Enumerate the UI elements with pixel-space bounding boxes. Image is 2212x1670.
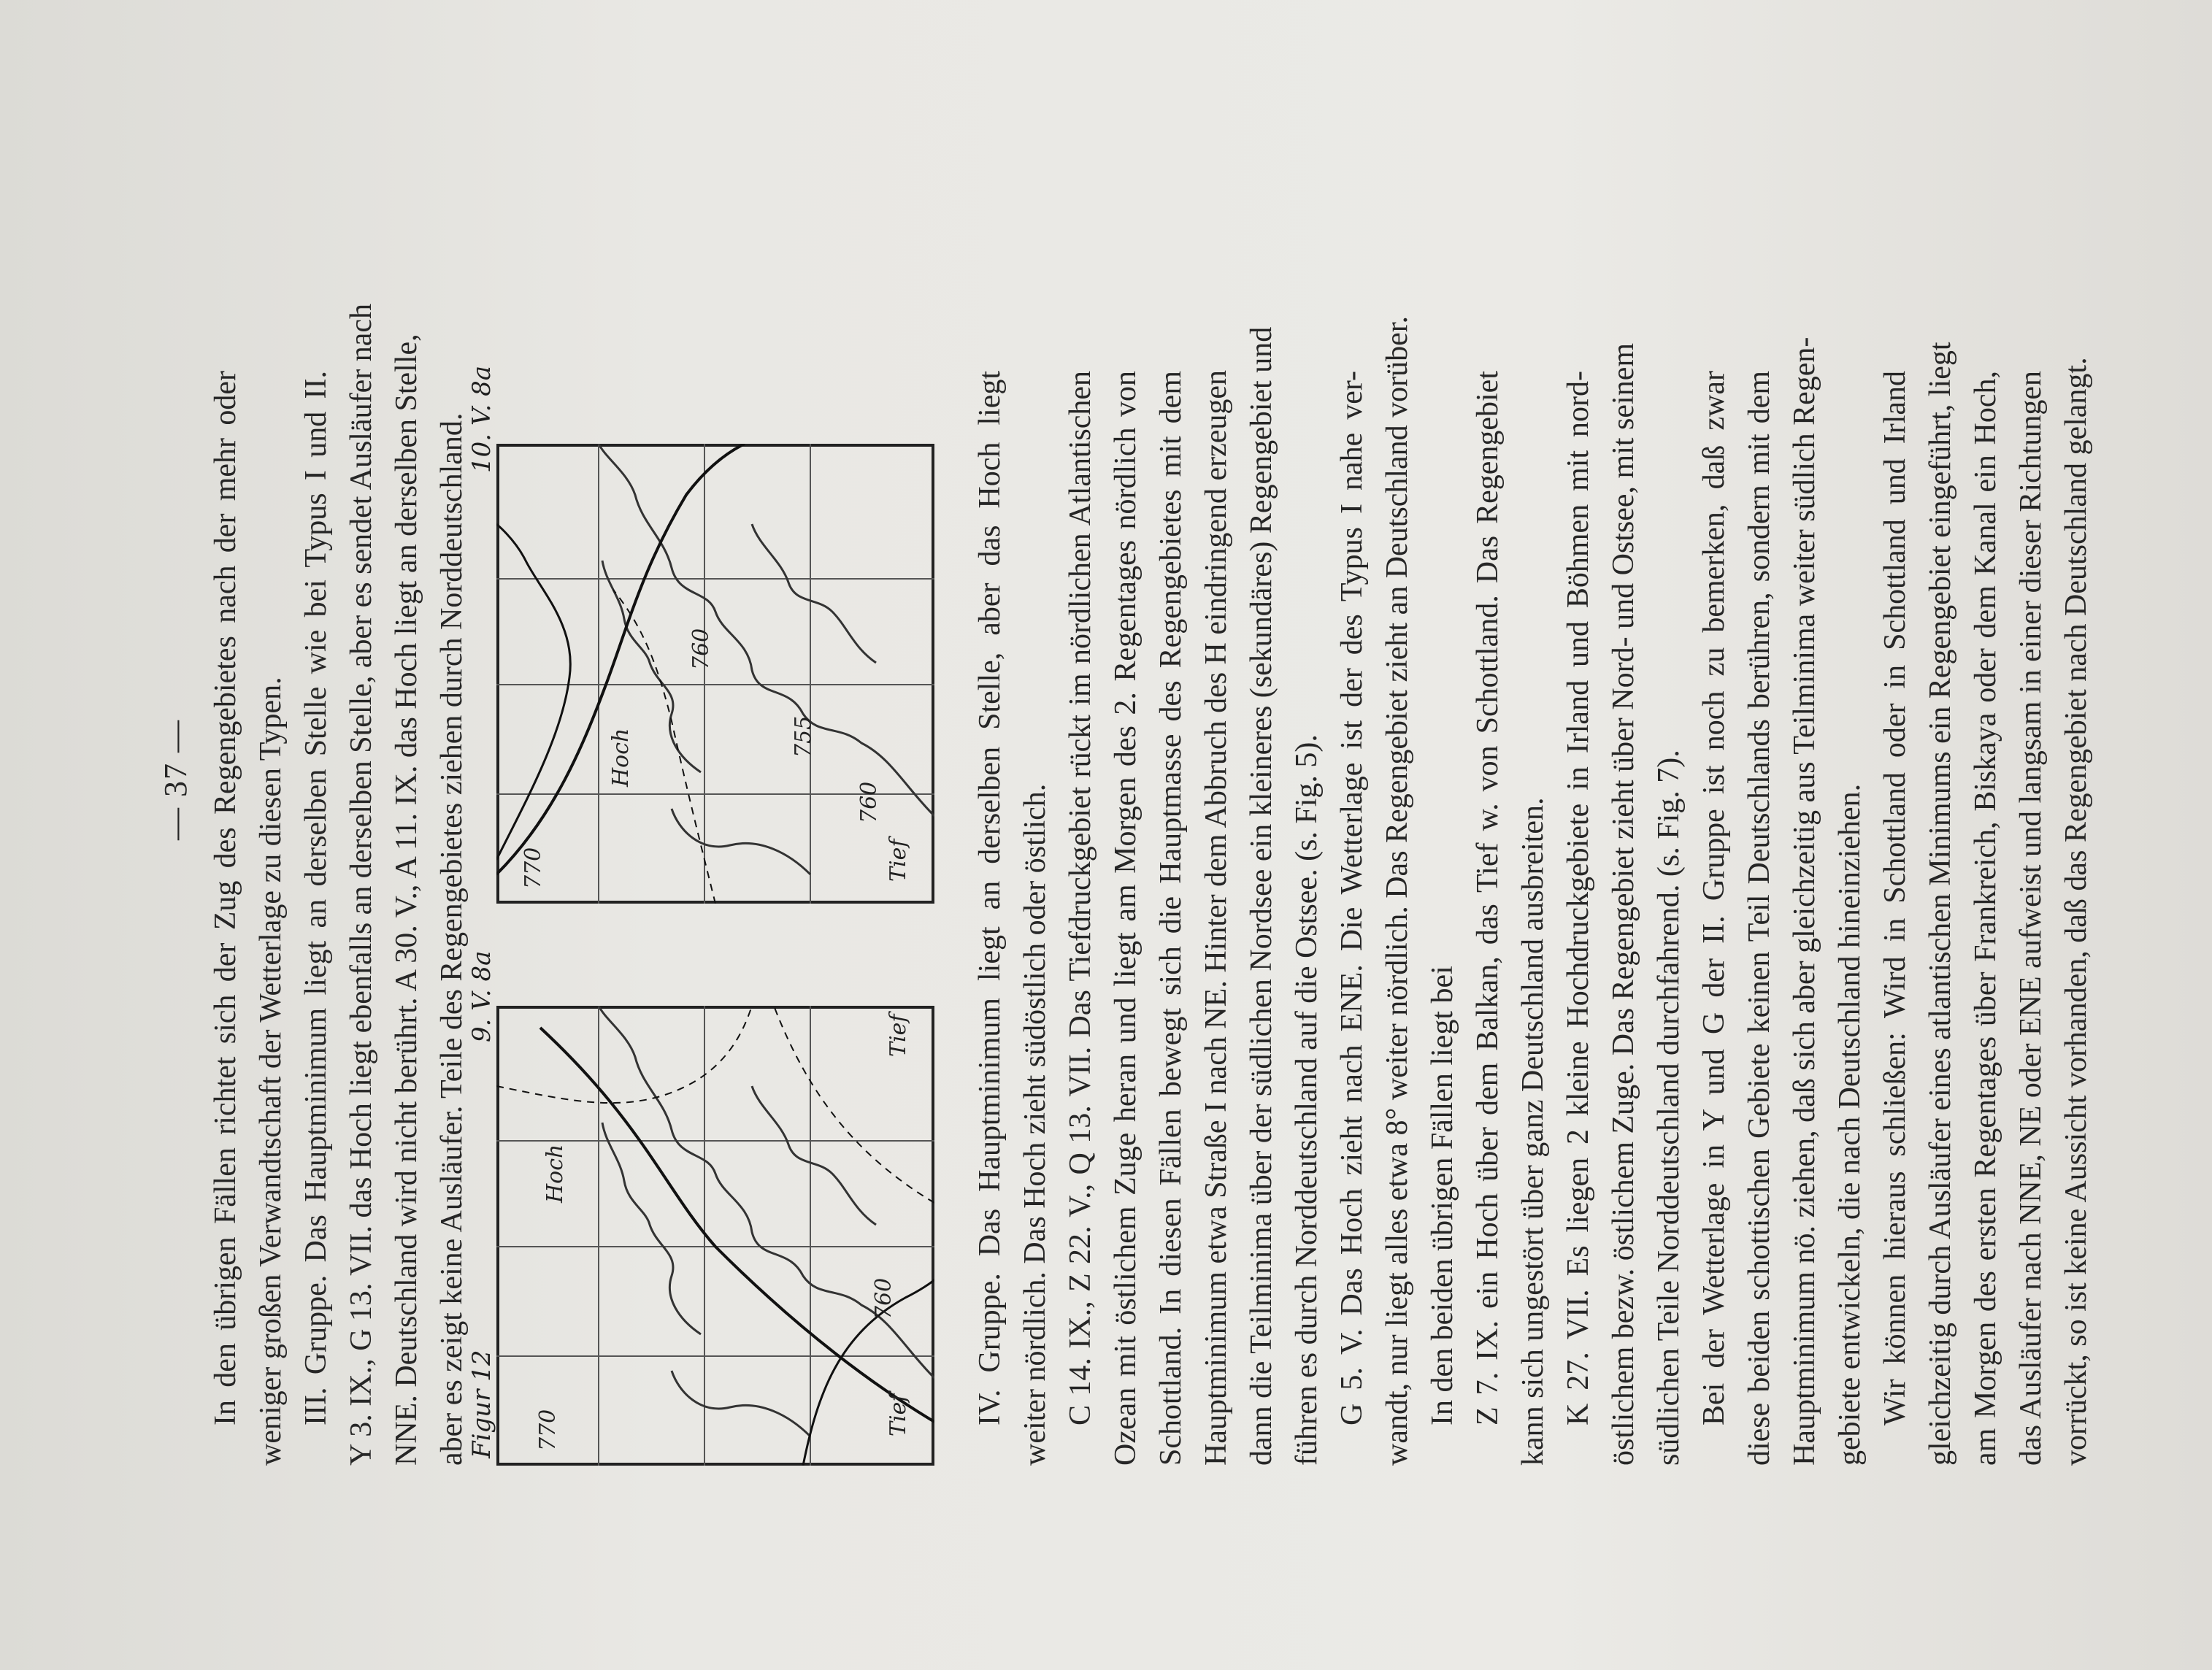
text-line: Schottland. In diesen Fällen bewegt sich die Hauptmasse des Regengebietes mit dem (1154, 371, 1188, 1466)
text-line: Hauptminimum nö. ziehen, daß sich aber gleichzeitig aus Teilminima weiter südlich Regen- (1788, 336, 1821, 1466)
map-left-iso-760: 760 (871, 1277, 896, 1320)
map-right-hoch: Hoch (608, 728, 634, 787)
text-line: wandt, nur liegt alles etwa 8° weiter nördlich. Das Regengebiet zieht an Deutschland vorüber. (1380, 316, 1414, 1466)
text-line: diese beiden schottischen Gebiete keinen Teil Deutschlands berühren, sondern mit dem (1743, 371, 1776, 1466)
text-line: dann die Teilminima über der südlichen Nordsee ein kleineres (sekundäres) Regengebiet und (1245, 326, 1278, 1466)
text-line: In den beiden übrigen Fällen liegt bei (1426, 966, 1459, 1425)
map-left-date: 9. V. 8a (467, 950, 496, 1042)
text-line: vorrückt, so ist keine Aussicht vorhanden, daß das Regengebiet nach Deutschland gelangt. (2059, 357, 2093, 1466)
paragraph-z7 (1465, 371, 1556, 1466)
text-line: IV. Gruppe. Das Hauptminimum liegt an derselben Stelle, aber das Hoch liegt (973, 371, 1007, 1425)
text-line: NNE. Deutschland wird nicht berührt. A 30. V., A 11. IX. das Hoch liegt an derselben Stelle, (390, 334, 423, 1466)
weather-map-right (496, 444, 934, 904)
paragraph-schluss (1873, 342, 2099, 1466)
map-left-tief-north: Tief (886, 1014, 911, 1057)
page-number: — 37 — (158, 719, 193, 840)
map-right-iso-760a: 760 (856, 781, 882, 823)
map-right-iso-770: 770 (521, 847, 546, 889)
map-left-iso-770: 770 (535, 1409, 561, 1451)
paragraph-g5 (1329, 316, 1420, 1466)
weather-map-left (496, 1006, 934, 1466)
text-line: G 5. V. Das Hoch zieht nach ENE. Die Wetterlage ist der des Typus I nahe ver- (1335, 371, 1369, 1425)
paragraph-intro (203, 371, 293, 1466)
paragraph-k27 (1556, 342, 1691, 1466)
text-line: aber es zeigt keine Ausläufer. Teile des Regengebietes ziehen durch Norddeutschland. (435, 412, 469, 1466)
paragraph-group-4 (967, 371, 1058, 1466)
text-line: C 14. IX., Z 22. V., Q 13. VII. Das Tiefdruckgebiet rückt im nördlichen Atlantischen (1064, 371, 1097, 1425)
text-line: Wir können hieraus schließen: Wird in Schottland oder in Schottland und Irland (1878, 371, 1912, 1425)
map-right-iso-755: 755 (791, 715, 816, 758)
text-line: K 27. VII. Es liegen 2 kleine Hochdruckgebiete in Irland und Böhmen mit nord- (1562, 371, 1595, 1425)
text-line: Ozean mit östlichem Zuge heran und liegt am Morgen des 2. Regentages nördlich von (1109, 371, 1143, 1466)
map-right-date: 10. V. 8a (467, 365, 496, 473)
figure-caption: Figur 12 (467, 1350, 496, 1458)
text-line: Z 7. IX. ein Hoch über dem Balkan, das Tief w. von Schottland. Das Regengebiet (1471, 371, 1505, 1425)
paragraph-bemerken (1691, 336, 1873, 1466)
paragraph-beiden (1420, 371, 1465, 1466)
text-line: weiter nördlich. Das Hoch zieht südöstlich oder östlich. (1018, 783, 1052, 1466)
text-line: Bei der Wetterlage in Y und G der II. Gruppe ist noch zu bemerken, daß zwar (1697, 371, 1731, 1425)
map-right-tief: Tief (886, 839, 911, 882)
paragraph-c14 (1058, 326, 1329, 1466)
text-line: In den übrigen Fällen richtet sich der Zug des Regengebietes nach der mehr oder (209, 371, 242, 1425)
map-left-tief-west: Tief (886, 1393, 911, 1436)
text-line: kann sich ungestört über ganz Deutschland ausbreiten. (1516, 797, 1550, 1466)
text-line: gleichzeitig durch Ausläufer eines atlantischen Minimums ein Regengebiet eingeführt, liegt (1924, 342, 1957, 1466)
text-line: östlichem bezw. östlichem Zuge. Das Regengebiet zieht über Nord- und Ostsee, mit seinem (1607, 342, 1640, 1466)
text-line: am Morgen des ersten Regentages über Frankreich, Biskaya oder dem Kanal ein Hoch, (1969, 371, 2002, 1466)
text-line: Y 3. IX., G 13. VII. das Hoch liegt ebenfalls an derselben Stelle, aber es sendet Ausläufer nach (345, 303, 378, 1466)
text-line: weniger großen Verwandtschaft der Wetterlage zu diesen Typen. (254, 677, 288, 1466)
text-line: das Ausläufer nach NNE, NE oder ENE aufweist und langsam in einer dieser Richtungen (2014, 371, 2048, 1466)
text-line: südlichen Teile Norddeutschland durchfahrend. (s. Fig. 7). (1652, 750, 1686, 1466)
text-line: führen es durch Norddeutschland auf die Ostsee. (s. Fig. 5). (1290, 734, 1324, 1466)
paragraph-group-3 (293, 303, 475, 1466)
text-line: gebiete entwickeln, die nach Deutschland hineinziehen. (1833, 783, 1867, 1466)
text-line: Hauptminimum etwa Straße I nach NE. Hinter dem Abbruch des H eindringend erzeugen (1199, 369, 1233, 1466)
map-left-hoch: Hoch (542, 1144, 568, 1203)
text-line: III. Gruppe. Das Hauptminimum liegt an derselben Stelle wie bei Typus I und II. (299, 371, 333, 1425)
map-right-iso-760b: 760 (688, 628, 714, 670)
